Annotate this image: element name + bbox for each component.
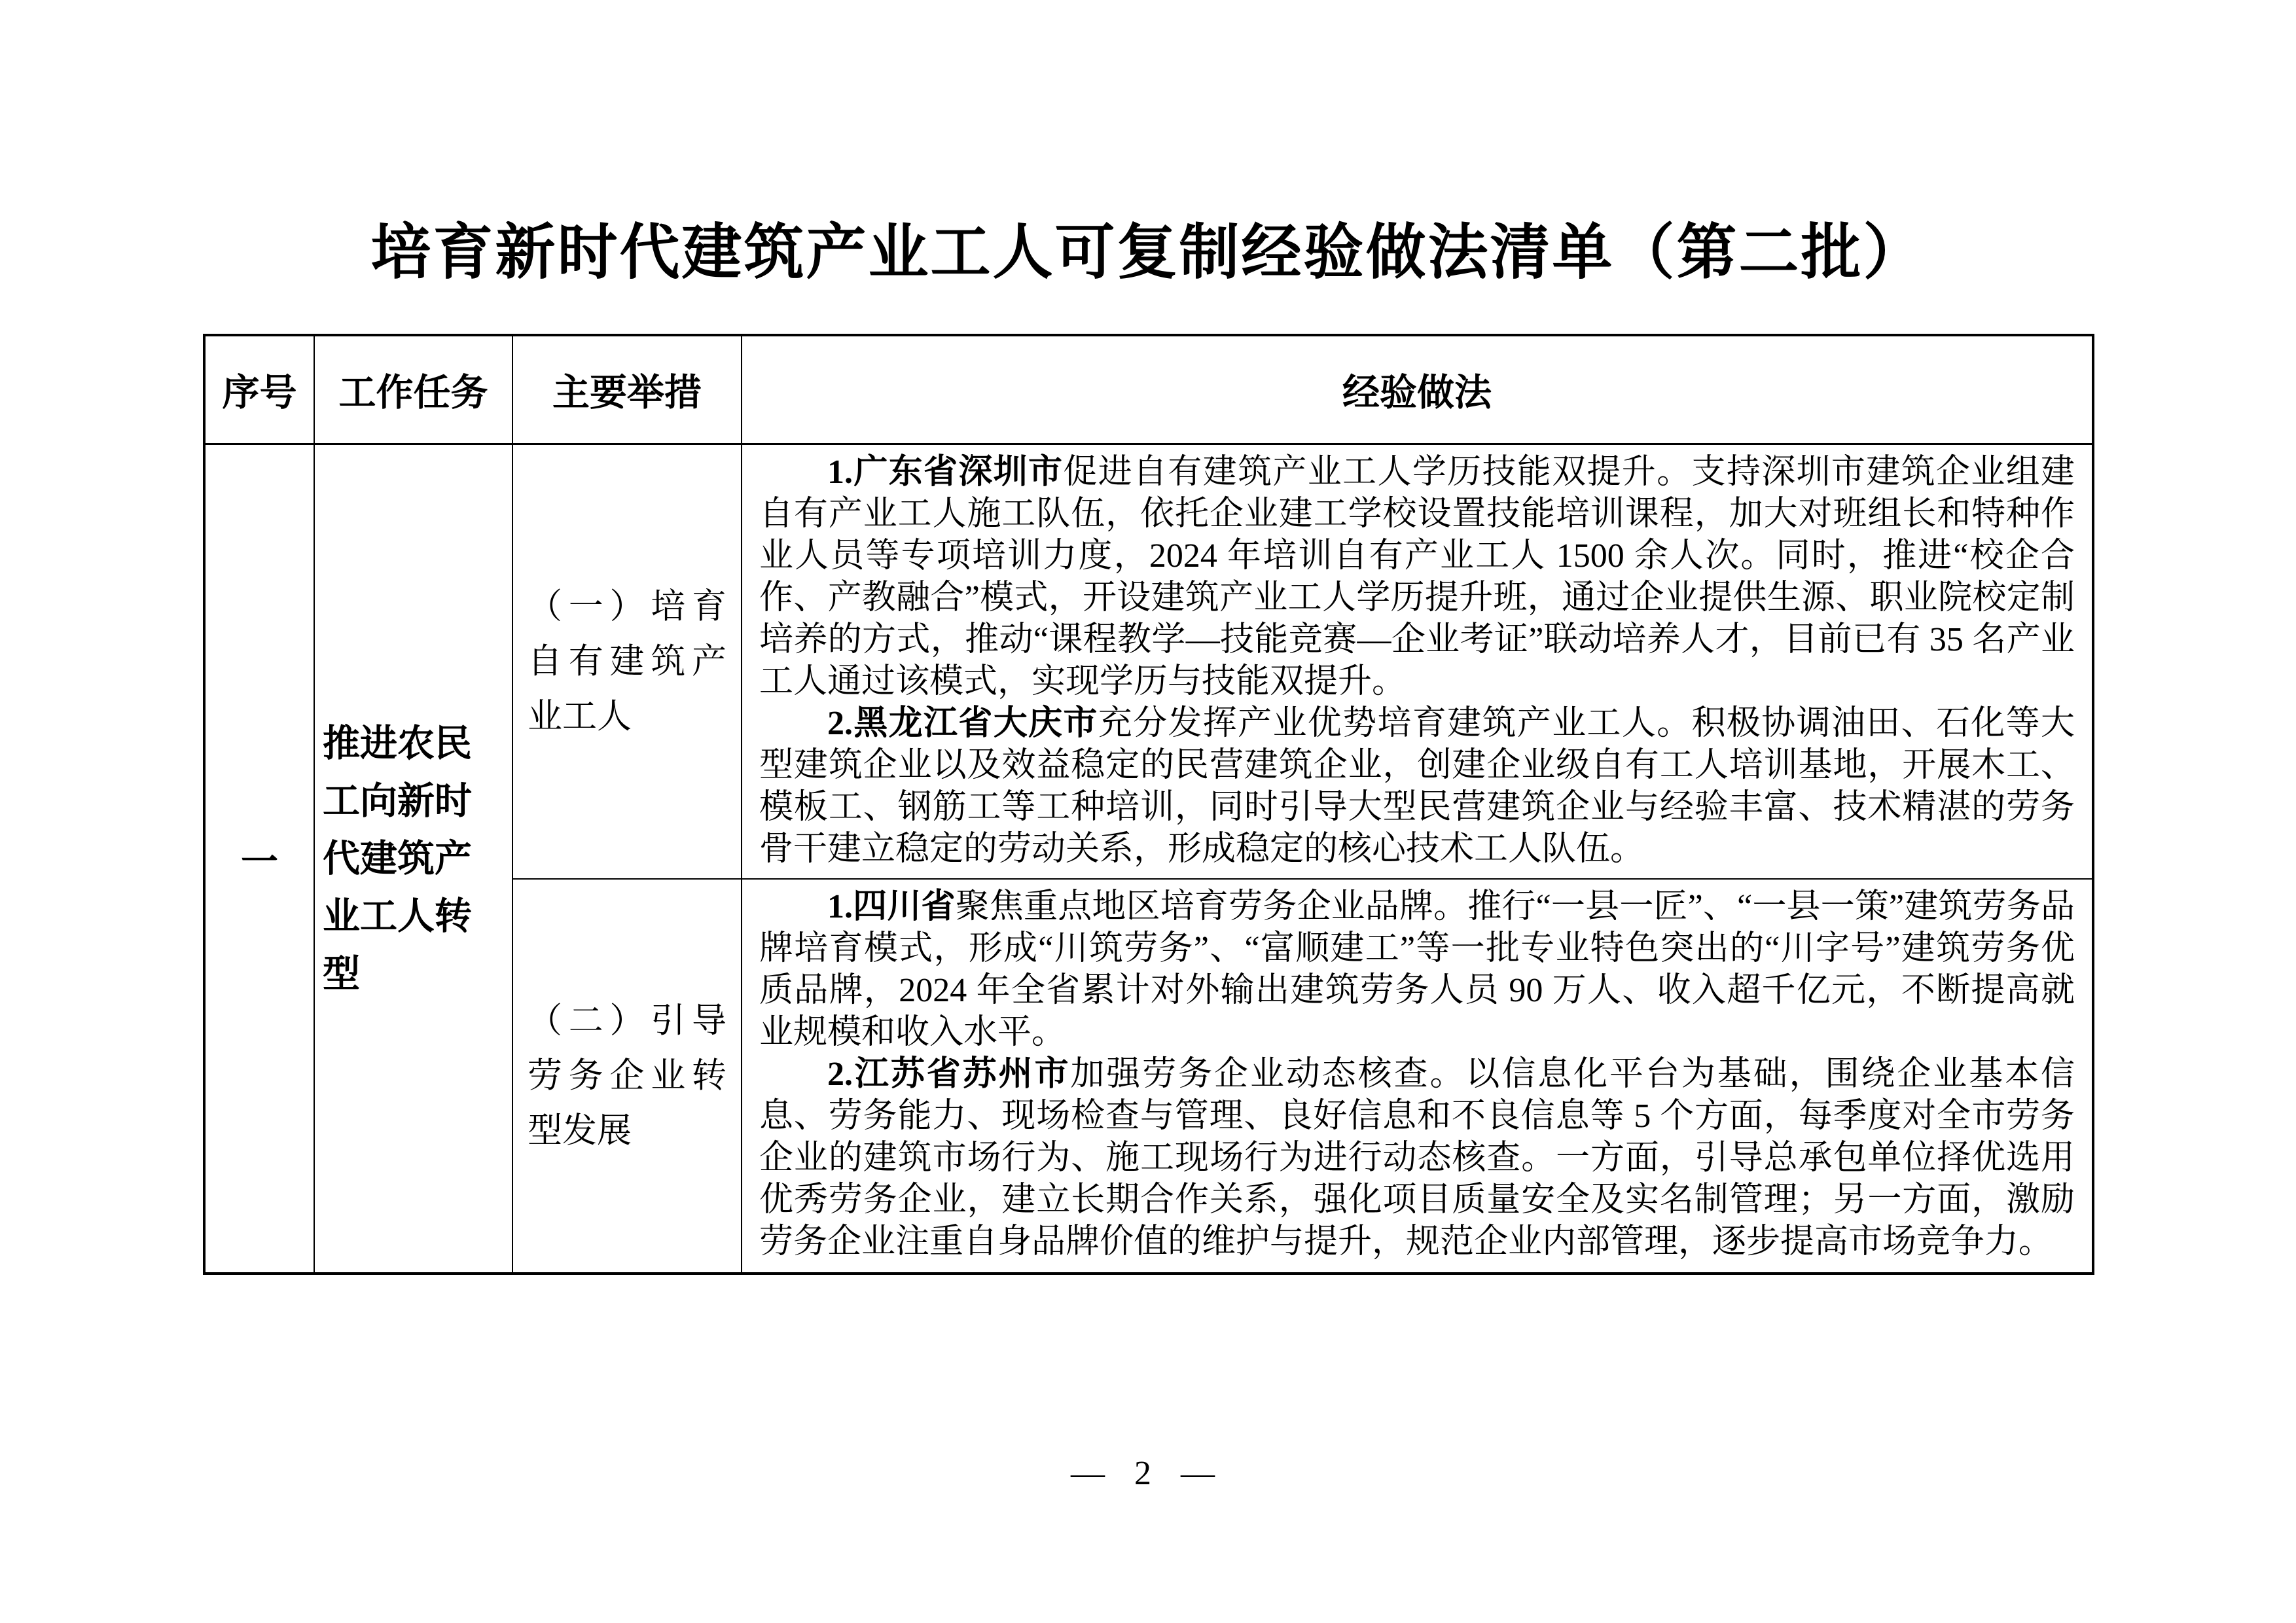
practice-lead: 1.广东省深圳市	[827, 453, 1064, 491]
cell-practice-2	[742, 879, 2093, 1274]
practice-text: 加强劳务企业动态核查。以信息化平台为基础，围绕企业基本信息、劳务能力、现场检查与管理、良好信息和不良信息等 5 个方面，每季度对全市劳务企业的建筑市场行为、施工现场行为进行动态核查。一方面，引导总承包单位择优选用优秀劳务企业，建立长期合作关系，强化项目质量安全及实名制管理；另一方面，激励劳务企业注重自身品牌价值的维护与提升，规范企业内部管理，逐步提高市场竞争力。	[759, 1055, 2075, 1260]
practice-text: 充分发挥产业优势培育建筑产业工人。积极协调油田、石化等大型建筑企业以及效益稳定的民营建筑企业，创建企业级自有工人培训基地，开展木工、模板工、钢筋工等工种培训，同时引导大型民营建筑企业与经验丰富、技术精湛的劳务骨干建立稳定的劳动关系，形成稳定的核心技术工人队伍。	[759, 704, 2075, 868]
header-cell-measure: 主要举措	[512, 335, 742, 444]
cell-practice-1	[742, 444, 2093, 879]
practice-lead: 2.黑龙江省大庆市	[827, 704, 1098, 742]
page-number: — 2 —	[1071, 1455, 1225, 1492]
experience-table	[203, 334, 2094, 1275]
table-header-row	[204, 335, 2093, 444]
practice-lead: 1.四川省	[827, 887, 956, 925]
cell-measure-2: （二）引导劳务企业转型发展	[512, 879, 742, 1274]
practice-paragraph	[759, 452, 2075, 703]
table-row	[204, 444, 2093, 879]
practice-paragraph	[759, 886, 2075, 1054]
practice-paragraph	[759, 1054, 2075, 1263]
practice-text: 聚焦重点地区培育劳务企业品牌。推行“一县一匠”、“一县一策”建筑劳务品牌培育模式，形成“川筑劳务”、“富顺建工”等一批专业特色突出的“川字号”建筑劳务优质品牌，2024 年全省累计对外输出建筑劳务人员 90 万人、收入超千亿元，不断提高就业规模和收入水平。	[759, 887, 2075, 1051]
header-cell-task: 工作任务	[314, 335, 512, 444]
cell-measure-1: （一）培育自有建筑产业工人	[512, 444, 742, 879]
document-title: 培育新时代建筑产业工人可复制经验做法清单（第二批）	[370, 219, 1926, 286]
cell-work-task: 推进农民工向新时代建筑产业工人转型	[314, 444, 512, 1274]
cell-serial-number: 一	[204, 444, 314, 1274]
header-cell-serial: 序号	[204, 335, 314, 444]
header-cell-practice: 经验做法	[742, 335, 2093, 444]
practice-paragraph	[759, 703, 2075, 870]
practice-lead: 2.江苏省苏州市	[827, 1055, 1071, 1093]
practice-text: 促进自有建筑产业工人学历技能双提升。支持深圳市建筑企业组建自有产业工人施工队伍，依托企业建工学校设置技能培训课程，加大对班组长和特种作业人员等专项培训力度，2024 年培训自有产业工人 1500 余人次。同时，推进“校企合作、产教融合”模式，开设建筑产业工人学历提升班，通过企业提供生源、职业院校定制培养的方式，推动“课程教学—技能竞赛—企业考证”联动培养人才，目前已有 35 名产业工人通过该模式，实现学历与技能双提升。	[759, 453, 2075, 700]
